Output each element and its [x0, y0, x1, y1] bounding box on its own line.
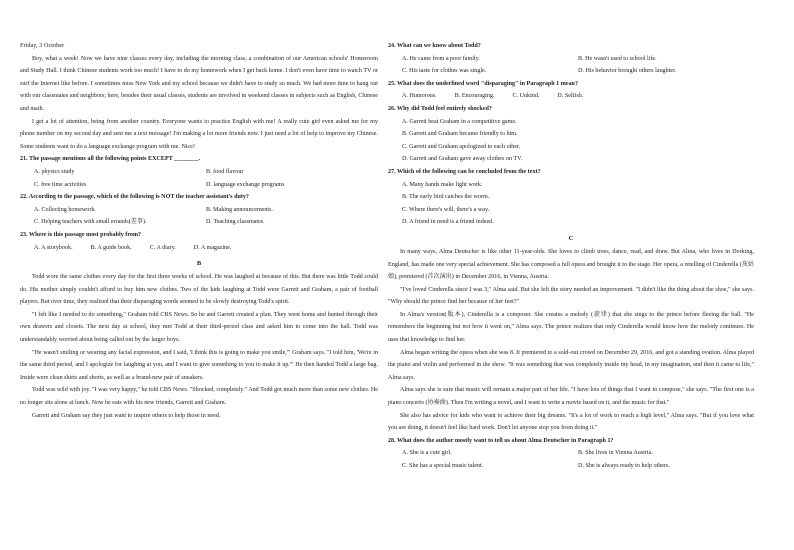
question-21-options — [20, 166, 378, 191]
option: C. Helping teachers with small errands(差事). — [34, 219, 147, 226]
passage-c-paragraph: She also has advice for kids who want to achieve their big dreams. "It's a lot of work to reach a high level," Alma says. "But if you love what you are doing, it doesn't feel like hard work. Don't let anyone stop you from doing it." — [388, 412, 754, 432]
question-22: 22. According to the passage, which of the following is NOT the teacher assistant's duty? — [20, 194, 249, 201]
question-21: 21. The passage mentions all the following points EXCEPT ________. — [20, 156, 201, 163]
option: A. physics study — [34, 168, 75, 175]
question-24: 24. What can we know about Todd? — [388, 43, 481, 49]
option: C. Unkind. — [512, 93, 540, 100]
option: B. The early bird catches the worm. — [402, 194, 490, 201]
option: A. Many hands make light work. — [402, 181, 483, 188]
passage-c-paragraph: Alma says she is sure that music will remain a major part of her life. "I have lots of things that I want to compose," she says. "The first one is a piano concerto (协奏曲). Then I'm writing a novel, and I want to write a movie based on it, and the music for that." — [388, 387, 754, 407]
option: A. A storybook. — [34, 244, 73, 251]
option: D. A friend in need is a friend indeed. — [402, 219, 494, 226]
passage-b-paragraph: "I felt like I needed to do something," Graham told CBS News. So he and Garrett created a plan. They went home and hunted through their own drawers and closets. The next day at school, they met Todd at their third-period class and asked him to come into the hall. Todd was understandably worried about being called out by the larger boys. — [20, 311, 378, 344]
option: C. free time activities — [34, 181, 87, 188]
option: D. language exchange programs — [206, 181, 285, 188]
question-24-options — [388, 53, 754, 78]
option: A. She is a cute girl. — [402, 450, 452, 457]
option: A. Humorous. — [402, 93, 437, 100]
option: A. He came from a poor family. — [402, 55, 480, 62]
option: B. A guide book. — [90, 244, 132, 251]
question-27-options — [388, 179, 754, 229]
diary-date: Friday, 3 October — [20, 42, 65, 49]
question-23: 23. Where is this passage most probably from? — [20, 231, 142, 238]
left-column — [20, 40, 378, 422]
option: C. Where there's will, there's a way. — [402, 206, 490, 213]
option: D. She is always ready to help others. — [578, 463, 670, 469]
question-26: 26. Why did Todd feel entirely shocked? — [388, 105, 492, 112]
question-22-options — [20, 204, 378, 229]
question-28-options — [388, 447, 754, 472]
option: B. Making announcements. — [206, 206, 274, 213]
option: D. Teaching classmates. — [206, 219, 265, 226]
option: A. Collecting homework. — [34, 206, 96, 213]
question-25: 25. What does the underlined word "disparaging" in Paragraph 1 mean? — [388, 80, 578, 87]
option: B. He wasn't used to school life. — [578, 55, 657, 62]
question-26-options — [388, 116, 754, 166]
option: A. Garrett beat Graham in a competitive game. — [402, 118, 517, 125]
option: B. Garrett and Graham became friendly to him. — [402, 131, 518, 138]
question-23-options — [20, 242, 378, 255]
question-28: 28. What does the author mostly want to tell us about Alma Deutscher in Paragraph 1? — [388, 437, 614, 444]
passage-a-paragraph: I get a lot of attention, being from another country. Everyone wants to practice English with me! A really cute girl even asked me for my phone number on my second day and sent me a text message! I'm making a lot more friends now. I just need a lot of help to improve my Chinese. Some students want to do a language exchange program with me. Nice! — [20, 118, 378, 150]
section-c-heading: C — [568, 234, 574, 242]
option: B. Encouraging. — [454, 93, 495, 100]
passage-b-paragraph: Todd was wild with joy. "I was very happy," he told CBS News. "Shocked, completely." And Todd got much more than some new clothes. He no longer sits alone at lunch. Now he eats with his new friends, Garrett and Graham. — [20, 387, 378, 407]
option: C. Garrett and Graham apologized to each other. — [402, 143, 521, 150]
passage-c-paragraph: Alma began writing the opera when she was 8. It premiered to a sold-out crowd on December 29, 2016, and got a standing ovation. Alma played the piano and violin and performed in the show. "It was something that was completely inside my head, in my imagination, and then it came to life," Alma says. — [388, 349, 754, 381]
option: B. She lives in Vienna Austria. — [578, 450, 653, 457]
passage-c-paragraph: "I've loved Cinderella since I was 3," Alma said. But she felt the story needed an improvement. "I didn't like the thing about the shoe," she says. "Why should the prince find her because of her feet?" — [388, 286, 754, 306]
option: C. His taste for clothes was single. — [402, 68, 487, 75]
option: D. Selfish. — [557, 93, 584, 100]
right-column — [388, 40, 754, 473]
passage-b-paragraph: "He wasn't smiling or wearing any facial expression, and I said, 'I think this is going to make you smile,'" Graham says. "I told him, 'We're in the same third period, and I apologize for laughing at you, and I want to give something to you to make it up.'" He then handed Todd a large bag. Inside were clean shirts and shorts, as well as a brand-new pair of sneakers. — [20, 349, 378, 381]
passage-b-paragraph: Todd wore the same clothes every day for the first three weeks of school. He was laughed at because of this. But there was little Todd could do. His mother simply couldn't afford to buy him new clothes. Two of the kids laughing at Todd were Garrett and Graham, a pair of football players. But over time, they realized that their disparaging words seemed to be slowly destroying Todd's spirit. — [20, 274, 378, 306]
option: C. A diary. — [149, 244, 176, 251]
passage-b-paragraph: Garrett and Graham say they just want to inspire others to help those in need. — [32, 412, 221, 419]
option: D. A magazine. — [193, 244, 232, 251]
option: D. His behavior brought others laughter. — [578, 68, 677, 75]
option: C. She has a special music talent. — [402, 463, 484, 469]
option: B. food flavour — [206, 168, 244, 175]
passage-c-paragraph: In Alma's version(版本), Cinderella is a composer. She creates a melody (旋律) that she sings to the prince before fleeing the ball. "He remembers the beginning but not how it went on," Alma says. The prince realizes that only Cinderella would know how the melody continues. He uses that knowledge to find her. — [388, 311, 754, 344]
section-b-heading: B — [196, 260, 202, 268]
passage-a-paragraph: Boy, what a week! Now we have nine classes every day, including the morning class, a combination of our American schools' Homeroom and Study Hall. I think Chinese students work too much! I have to do my homework when I get back home. I don't even have time to watch TV or surf the Internet like before. I sometimes miss New York and my school because we didn't have to study so much. We had more time to hang out with our classmates and neighbors; here, besides their usual classes, students are involved in weekend classes in subjects such as English, Chinese and math. — [20, 55, 378, 112]
passage-c-paragraph: In many ways, Alma Deutscher is like other 11-year-olds. She loves to climb trees, dance, read, and draw. But Alma, who lives in Dorking, England, has made one very special achievement. She has composed a full opera and brought it to the stage. Her opera, a retelling of Cinderella (灰姑娘), premiered (首次演出) in December 2016, in Vienna, Austria. — [388, 248, 755, 281]
option: D. Garrett and Graham gave away clothes on TV. — [402, 156, 523, 163]
question-27: 27. Which of the following can be concluded from the text? — [388, 168, 541, 175]
question-25-options — [388, 90, 754, 103]
